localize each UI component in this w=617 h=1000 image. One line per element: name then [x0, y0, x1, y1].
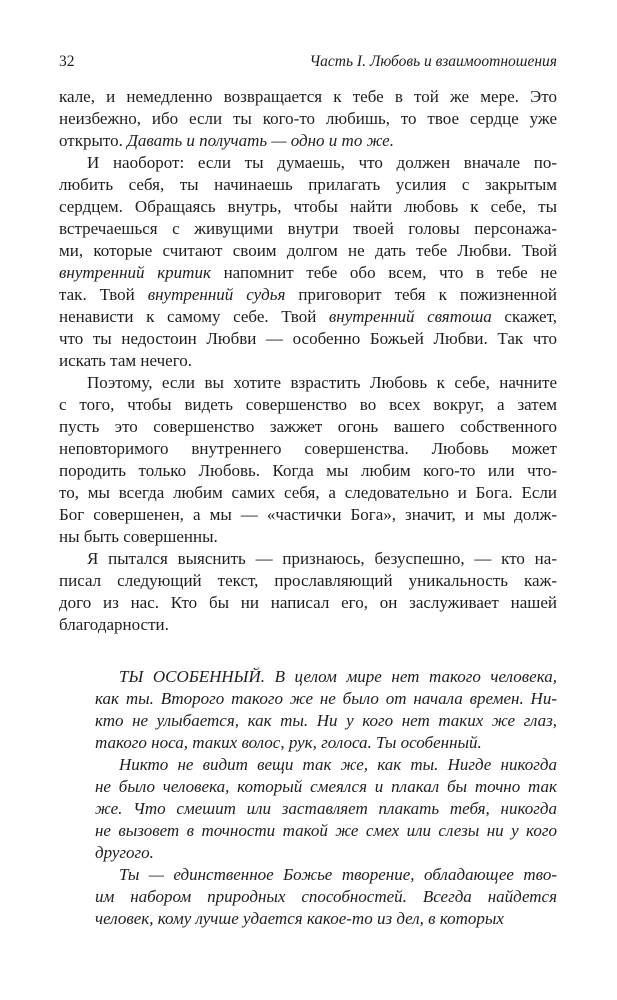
text-line: И наоборот: если ты думаешь, что должен вначале по- [87, 153, 557, 172]
text-line: породить только Любовь. Когда мы любим кого-то или что- [59, 461, 557, 480]
text-line: ненависти к самому себе. Твой внутренний святоша скажет, [59, 307, 557, 326]
quote-paragraph [95, 666, 557, 754]
text-line: кале, и немедленно возвращается к тебе в той же мере. Это [59, 87, 557, 106]
paragraph [59, 152, 557, 372]
page-text-body [59, 86, 557, 930]
text-line: открыто. Давать и получать — одно и то же. [59, 131, 394, 150]
text-line: неповторимого внутреннего совершенства. Любовь может [59, 439, 557, 458]
paragraph [59, 548, 557, 636]
emphasis-text: внутренний судья [147, 285, 286, 304]
quote-paragraph [95, 754, 557, 864]
text-line: что ты недостоин Любви — особенно Божьей Любви. Так что [59, 329, 557, 348]
text-line: искать там нечего. [59, 351, 192, 370]
quote-block [95, 666, 557, 930]
text-line: благодарности. [59, 615, 169, 634]
text-line: писал следующий текст, прославляющий уникальность каж- [59, 571, 557, 590]
text-line: не было человека, который смеялся и плакал бы точно так [95, 777, 557, 796]
text-line: с того, чтобы видеть совершенство во всех вокруг, а затем [59, 395, 557, 414]
text-line: ми, которые считают своим долгом не дать тебе Любви. Твой [59, 241, 557, 260]
text-line: ТЫ ОСОБЕННЫЙ. В целом мире нет такого человека, [119, 667, 557, 686]
text-line: кто не улыбается, как ты. Ни у кого нет таких же глаз, [95, 711, 557, 730]
text-line: сердцем. Обращаясь внутрь, чтобы найти любовь к себе, ты [59, 197, 557, 216]
text-line: ны быть совершенны. [59, 527, 218, 546]
text-line: дого из нас. Кто бы ни написал его, он заслуживает нашей [59, 593, 557, 612]
paragraph [59, 86, 557, 152]
text-line: внутренний критик напомнит тебе обо всем, что в тебе не [59, 263, 557, 282]
page-number: 32 [59, 53, 75, 70]
emphasis-text: внутренний критик [59, 263, 211, 282]
text-line: встречаешься с живущими внутри твоей головы персонажа- [59, 219, 557, 238]
emphasis-text: Давать и получать — одно и то же. [127, 131, 394, 150]
running-head [59, 0, 557, 70]
text-line: пусть это совершенство зажжет огонь вашего собственного [59, 417, 557, 436]
text-line: такого носа, таких волос, рук, голоса. Ты особенный. [95, 733, 482, 752]
text-line: любить себя, ты начинаешь прилагать усилия с закрытым [59, 175, 557, 194]
text-line: другого. [95, 843, 154, 862]
text-line: как ты. Второго такого же не было от начала времен. Ни- [95, 689, 557, 708]
text-line: неизбежно, ибо если ты кого-то любишь, то твое сердце уже [59, 109, 557, 128]
text-line: же. Что смешит или заставляет плакать тебя, никогда [95, 799, 557, 818]
text-line: человек, кому лучше удается какое-то из дел, в которых [95, 909, 504, 928]
running-title: Часть I. Любовь и взаимоотношения [309, 53, 557, 70]
text-line: Бог совершенен, а мы — «частички Бога», значит, и мы долж- [59, 505, 557, 524]
text-line: Поэтому, если вы хотите взрастить Любовь к себе, начните [87, 373, 557, 392]
text-line: Никто не видит вещи так же, как ты. Нигде никогда [119, 755, 557, 774]
quote-paragraph [95, 864, 557, 930]
emphasis-text: внутренний святоша [328, 307, 492, 326]
text-line: Я пытался выяснить — признаюсь, безуспешно, — кто на- [87, 549, 557, 568]
text-line: Ты — единственное Божье творение, обладающее тво- [119, 865, 557, 884]
text-line: то, мы всегда любим самих себя, а следовательно и Бога. Если [59, 483, 557, 502]
body-paragraphs [59, 86, 557, 636]
text-line: им набором природных способностей. Всегда найдется [95, 887, 557, 906]
paragraph [59, 372, 557, 548]
text-line: не вызовет в точности такой же смех или слезы ни у кого [95, 821, 557, 840]
text-line: так. Твой внутренний судья приговорит тебя к пожизненной [59, 285, 557, 304]
